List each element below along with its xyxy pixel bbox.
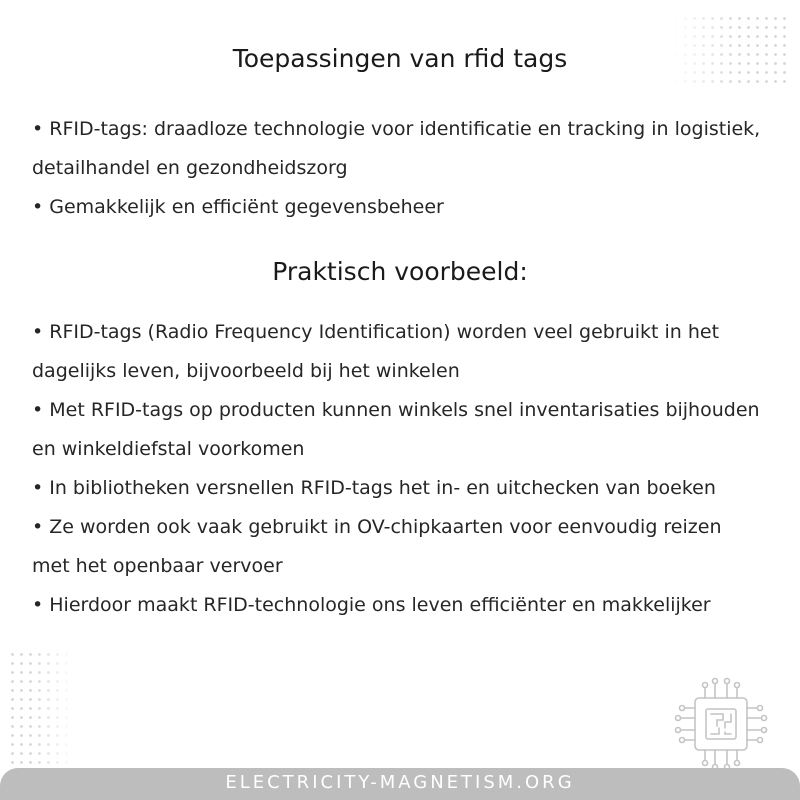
section-heading: Praktisch voorbeeld:: [272, 257, 528, 286]
page-title: Toepassingen van rfid tags: [232, 44, 568, 73]
example-list: [32, 313, 762, 625]
footer-website: ELECTRICITY-MAGNETISM.ORG: [225, 772, 575, 793]
circuit-chip-icon: [673, 676, 769, 772]
list-item: • RFID-tags: draadloze technologie voor identificatie en tracking in logistiek, detailhandel en gezondheidszorg: [32, 118, 761, 179]
applications-list: [32, 110, 762, 227]
list-item: • In bibliotheken versnellen RFID-tags het in- en uitchecken van boeken: [32, 477, 716, 499]
dot-pattern-bottom-left: [8, 650, 74, 770]
list-item: • Met RFID-tags op producten kunnen winkels snel inventarisaties bijhouden en winkeldiefstal voorkomen: [32, 399, 760, 460]
list-item: • Ze worden ook vaak gebruikt in OV-chipkaarten voor eenvoudig reizen met het openbaar vervoer: [32, 516, 722, 577]
list-item: • Gemakkelijk en efficiënt gegevensbeheer: [32, 196, 444, 218]
list-item: • Hierdoor maakt RFID-technologie ons leven efficiënter en makkelijker: [32, 594, 711, 616]
list-item: • RFID-tags (Radio Frequency Identification) worden veel gebruikt in het dagelijks leven, bijvoorbeeld bij het winkelen: [32, 321, 720, 382]
